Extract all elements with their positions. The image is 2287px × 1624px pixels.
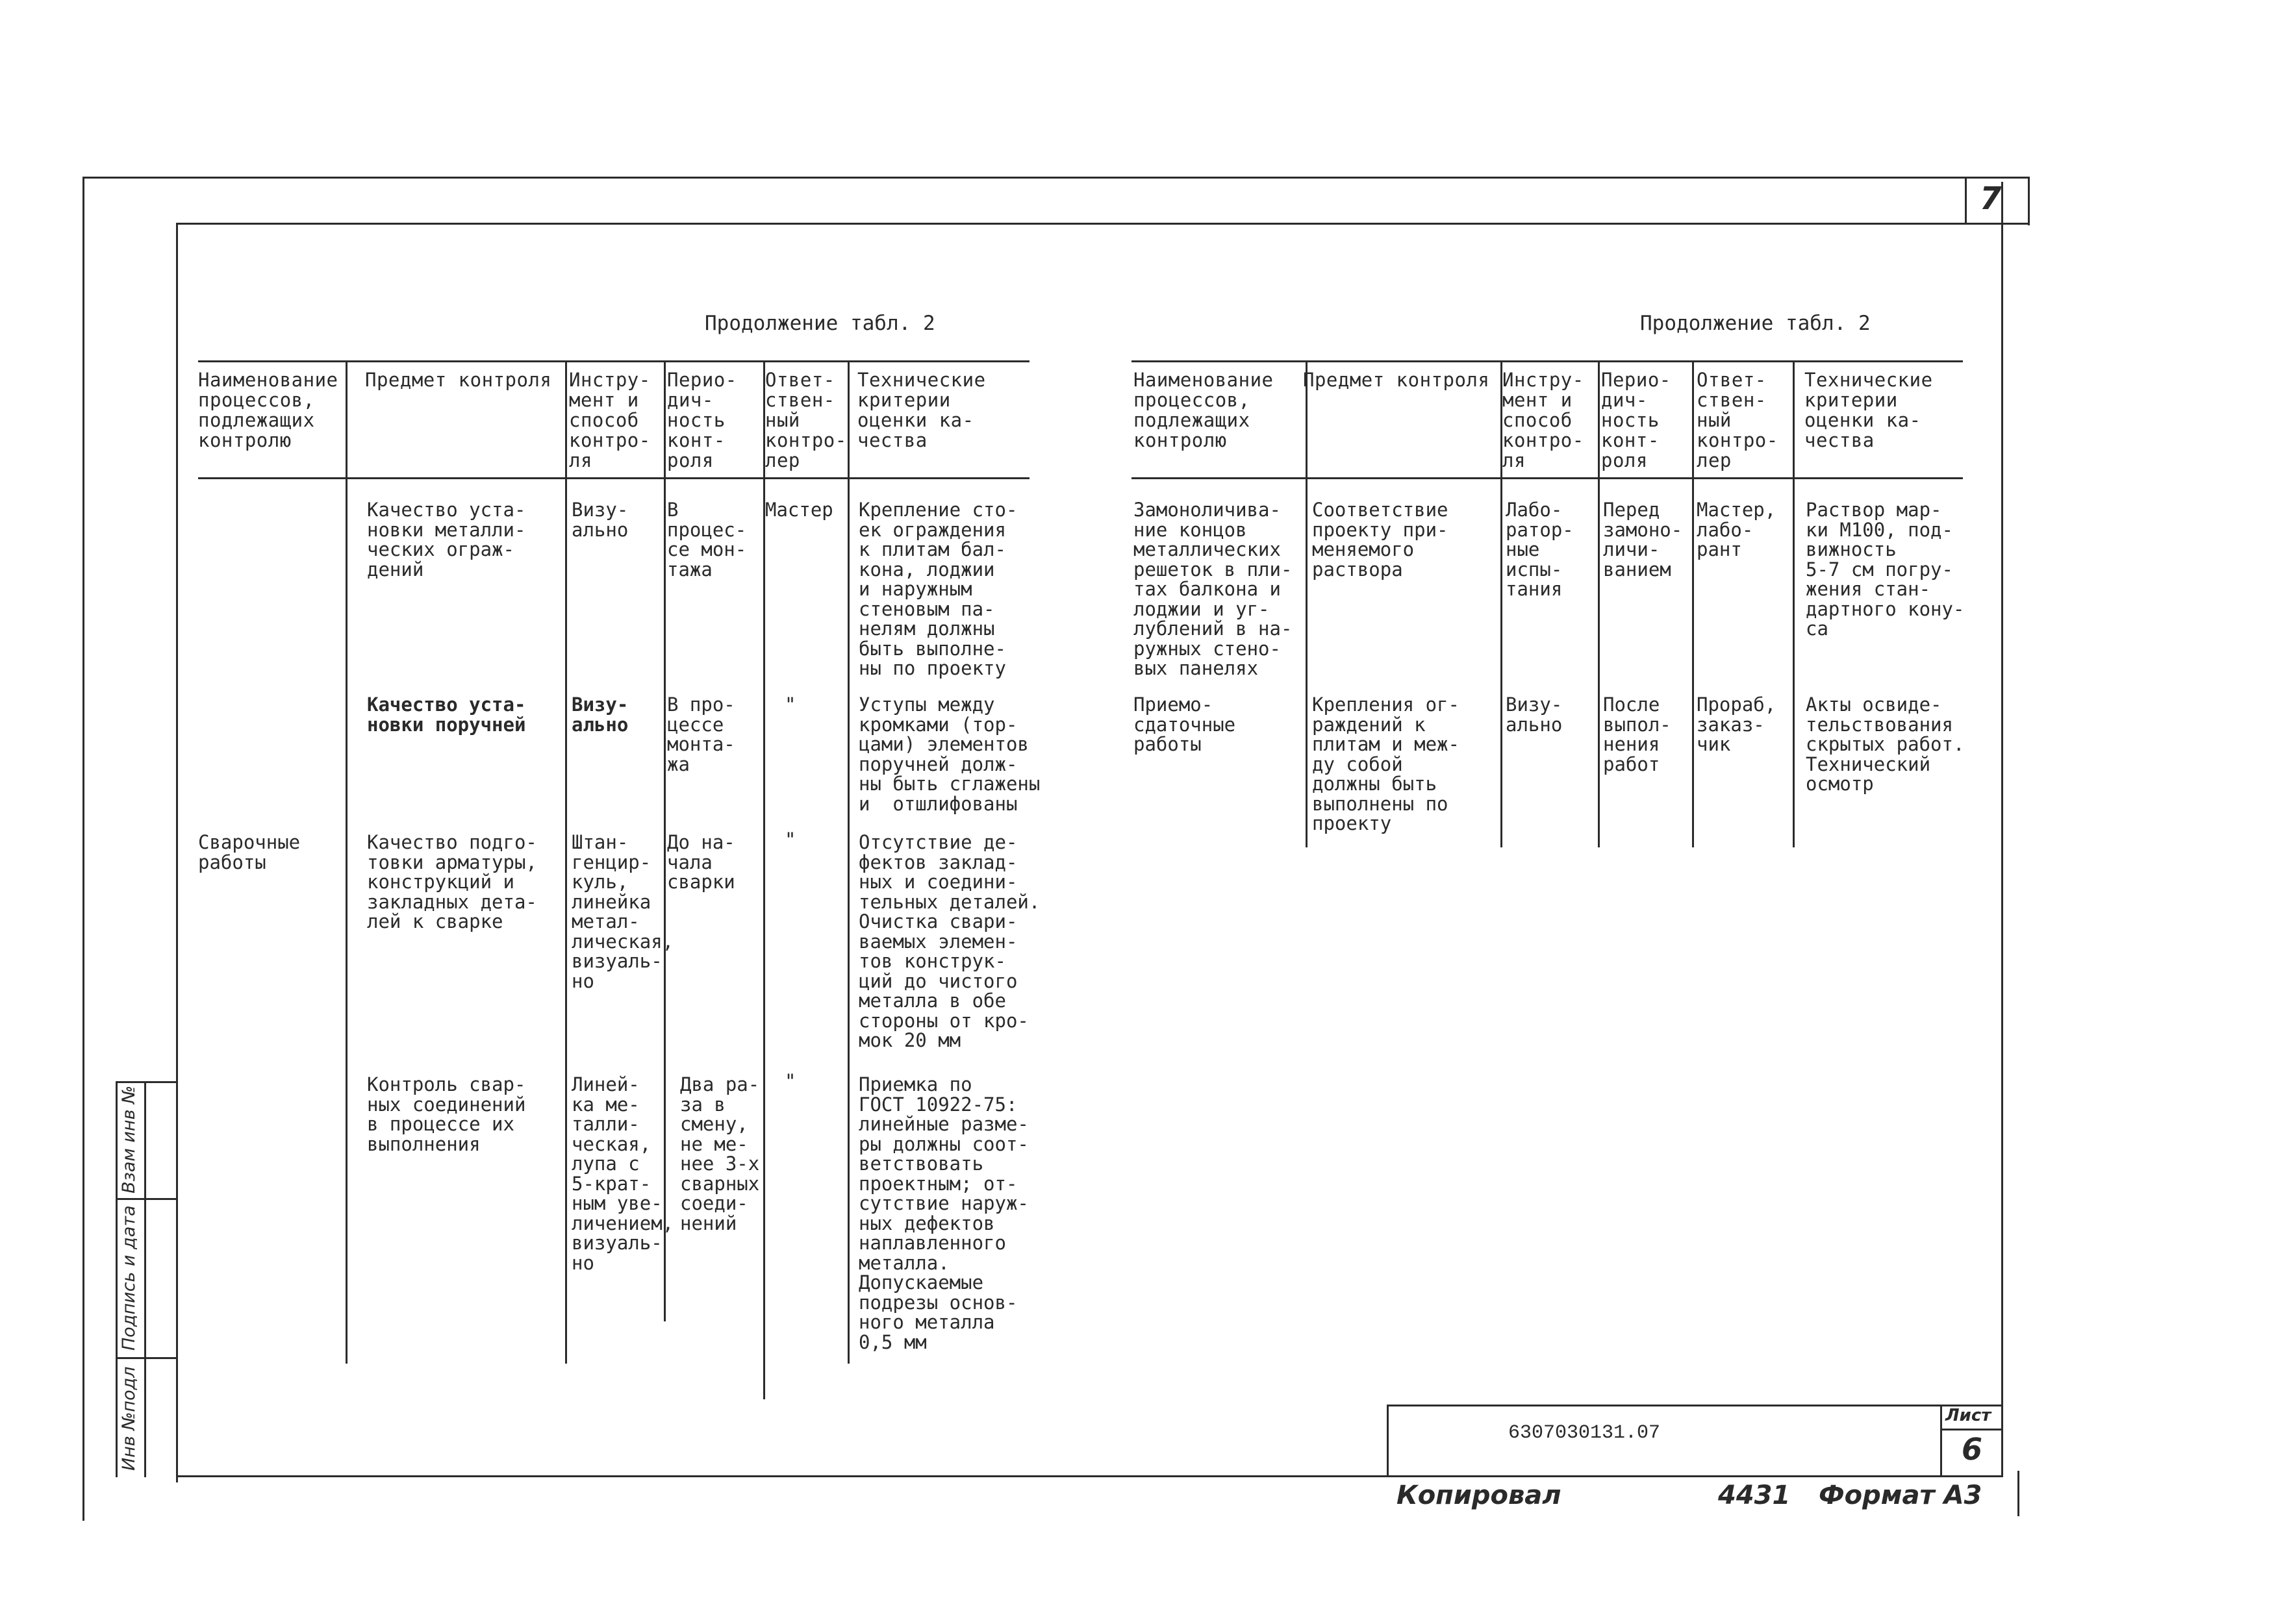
right-header-period: Перио- дич- ность конт- роля [1601,369,1671,471]
cell-period: В процес- се мон- тажа [667,499,747,581]
left-header-responsible: Ответ- ствен- ный контро- лер [765,369,847,471]
outer-frame-left [82,177,84,1521]
right-header-instrument: Инстру- мент и способ контро- ля [1502,369,1584,471]
cell-instrument: Штан- генцир- куль, линейка метал- лическая, визуаль- но [572,831,674,992]
cell-name: Сварочные работы [198,831,301,873]
cell-name: Приемо- сдаточные работы [1133,693,1236,755]
cell-subject: Качество уста- новки металли- ческих ограж- дений [367,499,526,581]
page-number-box-left [1965,179,1967,224]
sheet-number: 6 [1962,1432,1983,1467]
cell-instrument: Линей- ка ме- талли- ческая, лупа с 5-крат- ным уве- личением, визуаль- но [572,1073,674,1274]
cell-period: Перед замоно- личи- ванием [1603,499,1683,581]
right-header-criteria: Технические критерии оценки ка- чества [1804,369,1933,451]
side-stamp-mid [144,1081,146,1477]
cell-name: Замоноличива- ние концов металлических решеток в пли- тах балкона и лоджии и уг- лублений в на- ружных стено- вых панелях [1133,499,1293,679]
cell-subject: Контроль свар- ных соединений в процессе их выполнения [367,1073,526,1155]
title-block-sheet-left [1940,1405,1942,1476]
cell-instrument: Визу- ально [572,693,629,736]
side-label-inv: Инв №подл [119,1366,139,1471]
inner-frame-right [2001,182,2003,1477]
order-number: 4431 [1718,1480,1791,1510]
right-col-rule-1 [1306,360,1308,847]
title-block-left [1387,1405,1389,1476]
cell-responsible: " [785,1070,796,1092]
right-header-name: Наименование процессов, подлежащих контролю [1133,369,1274,451]
cell-criteria: Акты освиде- тельствования скрытых работ. Технический осмотр [1806,693,1965,795]
left-header-subject: Предмет контроля [365,369,552,391]
cell-responsible: " [785,829,796,851]
right-header-responsible: Ответ- ствен- ный контро- лер [1697,369,1778,471]
copied-by: Копировал [1396,1480,1561,1510]
right-header-subject: Предмет контроля [1303,369,1490,391]
inner-frame-top [177,223,2029,225]
left-col-rule-5 [848,360,850,1364]
inner-frame-bottom [177,1475,2002,1477]
cell-period: В про- цессе монта- жа [667,693,735,775]
right-col-rule-3 [1598,360,1600,847]
title-block-top [1387,1405,2002,1406]
left-col-rule-2 [565,360,567,1364]
side-label-replace: Взам инв № [119,1085,139,1193]
sheet-format: Формат А3 [1819,1480,1982,1510]
sheet-label: Лист [1945,1406,1991,1425]
side-stamp-top [116,1081,177,1083]
cell-period: После выпол- нения работ [1603,693,1671,775]
cell-period: До на- чала сварки [667,831,735,893]
side-label-sign: Подпись и дата [119,1205,139,1351]
cell-subject: Качество подго- товки арматуры, конструкций и закладных дета- лей к сварке [367,831,537,932]
left-col-rule-1 [346,360,347,1364]
cell-criteria: Раствор мар- ки М100, под- вижность 5-7 см погру- жения стан- дартного кону- са [1806,499,1965,640]
cell-responsible: " [785,693,796,716]
cell-criteria: Приемка по ГОСТ 10922-75: линейные разме- ры должны соот- ветствовать проектным; от- сутствие наруж- ных дефектов наплавленного металла. Допускаемые подрезы основ- ного металла 0,5 мм [859,1073,1029,1353]
outer-frame-right [2017,1471,2019,1516]
cell-instrument: Лабо- ратор- ные испы- тания [1506,499,1574,600]
cell-criteria: Крепление сто- ек ограждения к плитам бал- кона, лоджии и наружным стеновым па- нелям должны быть выполне- ны по проекту [859,499,1018,679]
cell-subject: Соответствие проекту при- меняемого раствора [1312,499,1448,581]
right-col-rule-5 [1793,360,1795,847]
cell-instrument: Визу- ально [572,499,629,541]
outer-frame-right-upper [2028,177,2030,225]
caption-right: Продолжение табл. 2 [1640,312,1871,335]
cell-criteria: Уступы между кромками (тор- цами) элементов поручней долж- ны быть сглажены и отшлифованы [859,693,1041,815]
side-stamp-left [116,1081,118,1477]
left-table-top-rule [198,360,1030,362]
cell-subject: Качество уста- новки поручней [367,693,526,736]
left-header-name: Наименование процессов, подлежащих контролю [198,369,338,451]
caption-left: Продолжение табл. 2 [705,312,935,335]
cell-responsible: Мастер, лабо- рант [1697,499,1776,560]
right-table-top-rule [1131,360,1963,362]
outer-frame-top [83,177,2029,179]
cell-instrument: Визу- ально [1506,693,1563,736]
side-stamp-div-2 [116,1357,177,1359]
left-table-header-rule [198,477,1030,479]
cell-responsible: Мастер [765,499,833,521]
side-stamp-div-1 [116,1198,177,1200]
page-number: 7 [1980,181,2002,217]
right-col-rule-4 [1692,360,1694,847]
cell-responsible: Прораб, заказ- чик [1697,693,1776,755]
left-header-criteria: Технические критерии оценки ка- чества [857,369,986,451]
title-block-sheet-mid [1940,1429,2002,1430]
right-table-header-rule [1131,477,1963,479]
doc-code: 6307030131.07 [1508,1422,1661,1444]
left-header-period: Перио- дич- ность конт- роля [667,369,737,471]
cell-period: Два ра- за в смену, не ме- нее 3-х сварных соеди- нений [680,1073,760,1234]
left-header-instrument: Инстру- мент и способ контро- ля [569,369,651,471]
cell-subject: Крепления ог- раждений к плитам и меж- ду собой должны быть выполнены по проекту [1312,693,1459,834]
cell-criteria: Отсутствие де- фектов заклад- ных и соедини- тельных деталей. Очистка свари- ваемых элемен- тов конструк- ций до чистого металла в обе стороны от кро- мок 20 мм [859,831,1041,1051]
inner-frame-left [176,223,178,1482]
